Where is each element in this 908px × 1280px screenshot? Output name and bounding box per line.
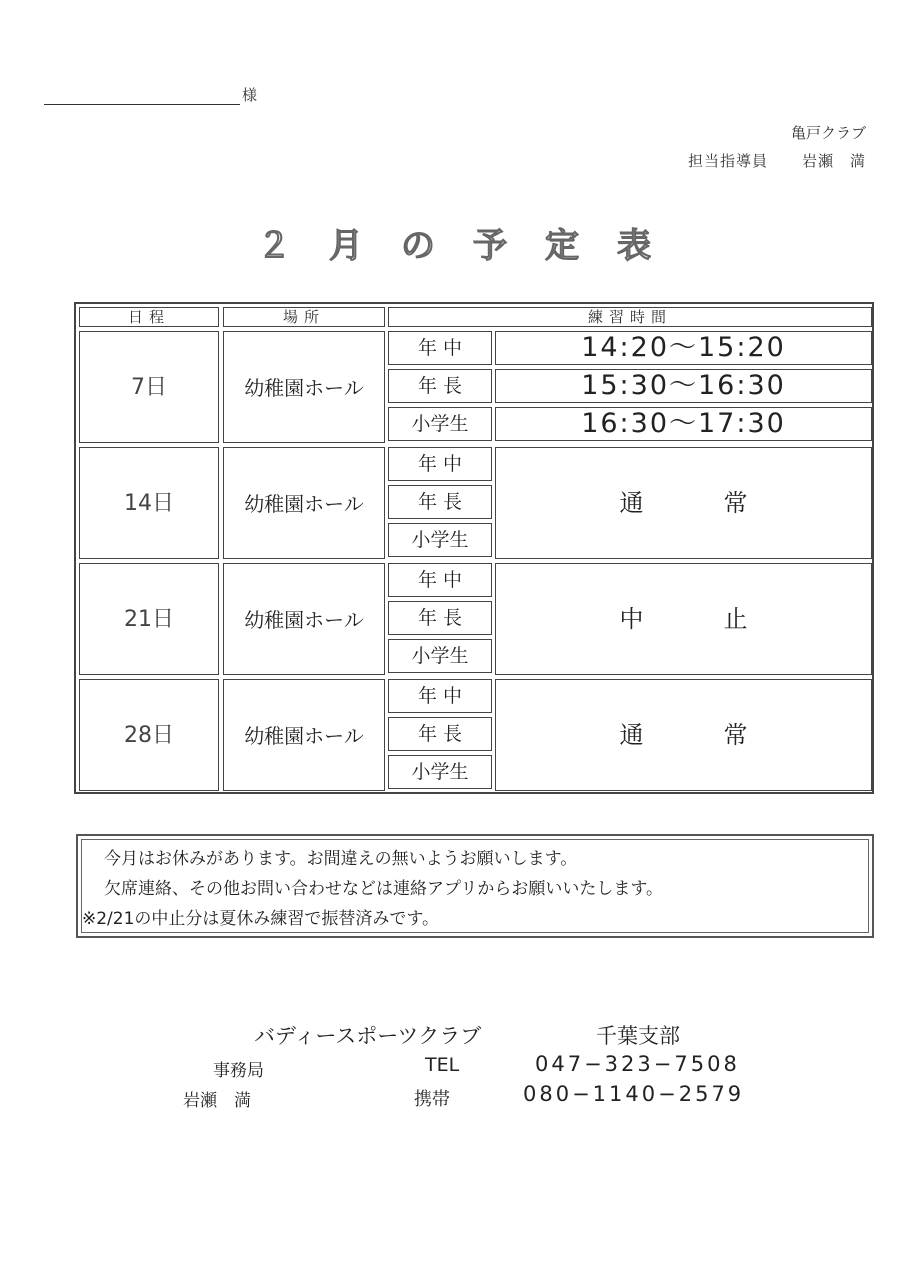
grade-cell: 小学生: [388, 755, 492, 789]
header-practice-time: 練習時間: [388, 307, 872, 327]
place-cell: 幼稚園ホール: [223, 563, 385, 675]
grade-cell: 年 中: [388, 447, 492, 481]
grade-cell: 年 長: [388, 717, 492, 751]
note-line: 欠席連絡、その他お問い合わせなどは連絡アプリからお願いいたします。: [104, 879, 663, 899]
addressee-suffix: 様: [242, 86, 258, 104]
note-line: 今月はお休みがあります。お間違えの無いようお願いします。: [104, 849, 578, 869]
grade-cell: 年 中: [388, 563, 492, 597]
place-cell: 幼稚園ホール: [223, 447, 385, 559]
name-blank-line: [44, 86, 240, 105]
grade-cell: 年 中: [388, 331, 492, 365]
addressee-line: [44, 84, 257, 105]
tel-label: TEL: [425, 1054, 460, 1076]
contact-name: 岩瀬 満: [183, 1091, 251, 1111]
document-title-text: ２月の予定表: [257, 226, 689, 266]
time-cell: 15:30～16:30: [495, 369, 872, 403]
notes-box: [76, 834, 874, 938]
note-line: ※2/21の中止分は夏休み練習で振替済みです。: [82, 909, 440, 929]
grade-cell: 年 長: [388, 601, 492, 635]
time-cell: 16:30～17:30: [495, 407, 872, 441]
branch-name: 千葉支部: [596, 1024, 680, 1048]
grade-cell: 年 長: [388, 369, 492, 403]
mobile-number: 080−1140−2579: [523, 1082, 745, 1106]
company-name: バディースポーツクラブ: [254, 1024, 482, 1048]
grade-cell: 年 長: [388, 485, 492, 519]
header-place: 場所: [223, 307, 385, 327]
status-cell: 中止: [495, 563, 872, 675]
status-cell: 通常: [495, 447, 872, 559]
mobile-label: 携帯: [414, 1089, 450, 1110]
status-cell: 通常: [495, 679, 872, 791]
office-label: 事務局: [213, 1061, 264, 1081]
grade-cell: 小学生: [388, 523, 492, 557]
time-cell: 14:20～15:20: [495, 331, 872, 365]
day-cell: 28日: [79, 679, 219, 791]
grade-cell: 年 中: [388, 679, 492, 713]
day-cell: 14日: [79, 447, 219, 559]
instructor-name: 岩瀬 満: [801, 152, 866, 170]
grade-cell: 小学生: [388, 639, 492, 673]
header-date: 日程: [79, 307, 219, 327]
tel-number: 047−323−7508: [535, 1052, 740, 1076]
place-cell: 幼稚園ホール: [223, 331, 385, 443]
place-cell: 幼稚園ホール: [223, 679, 385, 791]
instructor-line: [688, 150, 866, 171]
club-name: 亀戸クラブ: [790, 124, 866, 142]
day-cell: 21日: [79, 563, 219, 675]
instructor-role: 担当指導員: [687, 152, 768, 170]
schedule-table: [74, 302, 874, 794]
day-cell: 7日: [79, 331, 219, 443]
grade-cell: 小学生: [388, 407, 492, 441]
document-title: [0, 218, 908, 267]
